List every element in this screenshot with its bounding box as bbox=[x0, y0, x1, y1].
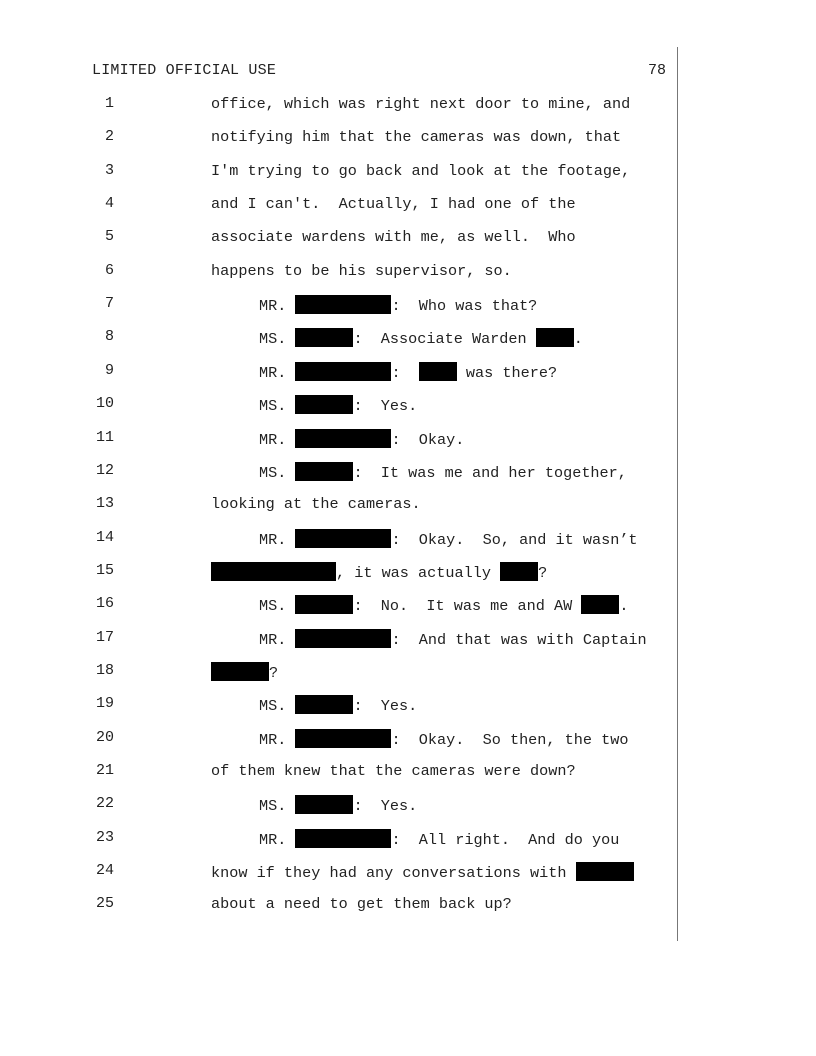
line-text-segment: and I can't. Actually, I had one of the bbox=[211, 195, 576, 214]
line-number: 10 bbox=[95, 395, 114, 413]
transcript-line bbox=[0, 255, 816, 288]
line-text-segment: : And that was with Captain bbox=[391, 630, 647, 649]
redaction-block bbox=[295, 629, 391, 648]
line-text-segment: , it was actually bbox=[336, 563, 501, 582]
line-number: 1 bbox=[104, 95, 114, 112]
transcript-line bbox=[0, 822, 816, 855]
line-number: 15 bbox=[95, 561, 114, 579]
line-number: 3 bbox=[104, 161, 114, 179]
line-text bbox=[211, 162, 630, 180]
redaction-block bbox=[211, 662, 269, 681]
transcript-line bbox=[0, 522, 816, 555]
line-number: 6 bbox=[104, 261, 114, 279]
line-number: 14 bbox=[95, 528, 114, 546]
line-text-segment: MR. bbox=[259, 430, 296, 449]
transcript-line bbox=[0, 755, 816, 788]
line-number: 12 bbox=[95, 461, 114, 479]
line-text bbox=[259, 695, 417, 715]
redaction-block bbox=[211, 562, 336, 581]
line-text bbox=[211, 662, 278, 682]
line-text bbox=[259, 595, 628, 615]
redaction-block bbox=[500, 562, 538, 581]
line-text-segment: MS. bbox=[259, 463, 296, 482]
redaction-block bbox=[295, 295, 391, 314]
transcript-line bbox=[0, 788, 816, 821]
line-text-segment: MS. bbox=[259, 797, 296, 816]
line-text-segment: : All right. And do you bbox=[391, 830, 620, 849]
transcript-line bbox=[0, 622, 816, 655]
line-text bbox=[211, 895, 512, 913]
line-text bbox=[259, 362, 557, 382]
line-number: 11 bbox=[95, 428, 114, 446]
transcript-line bbox=[0, 221, 816, 254]
redaction-block bbox=[295, 795, 353, 814]
line-number: 23 bbox=[95, 828, 114, 846]
line-text-segment: : bbox=[391, 363, 419, 382]
line-text-segment: : Who was that? bbox=[391, 297, 538, 316]
redaction-block bbox=[295, 595, 353, 614]
redaction-block bbox=[295, 429, 391, 448]
transcript-line bbox=[0, 655, 816, 688]
line-text-segment: MS. bbox=[259, 330, 296, 349]
line-number: 13 bbox=[95, 495, 114, 513]
line-text bbox=[259, 295, 537, 315]
transcript-line bbox=[0, 121, 816, 154]
redaction-block bbox=[295, 695, 353, 714]
line-number: 16 bbox=[95, 595, 114, 613]
line-text-segment: was there? bbox=[456, 363, 558, 382]
redaction-block bbox=[581, 595, 619, 614]
redaction-block bbox=[295, 729, 391, 748]
redaction-block bbox=[295, 829, 391, 848]
line-text-segment: : Yes. bbox=[353, 797, 418, 816]
line-text bbox=[259, 429, 464, 449]
line-text-segment: MR. bbox=[259, 830, 296, 849]
line-number: 17 bbox=[95, 628, 114, 646]
line-text-segment: MS. bbox=[259, 697, 296, 716]
transcript-line bbox=[0, 388, 816, 421]
line-text bbox=[211, 495, 421, 513]
line-text bbox=[259, 529, 638, 549]
line-text bbox=[211, 562, 547, 582]
transcript-line bbox=[0, 288, 816, 321]
line-text-segment: MS. bbox=[259, 397, 296, 416]
line-text-segment: know if they had any conversations with bbox=[211, 864, 576, 883]
line-text-segment: ? bbox=[269, 663, 279, 682]
line-number: 4 bbox=[104, 195, 114, 213]
page-number: 78 bbox=[648, 62, 667, 79]
redaction-block bbox=[295, 328, 353, 347]
redaction-block bbox=[295, 462, 353, 481]
line-text-segment: associate wardens with me, as well. Who bbox=[211, 228, 576, 247]
redaction-block bbox=[295, 529, 391, 548]
transcript-line bbox=[0, 188, 816, 221]
line-number: 20 bbox=[95, 728, 114, 746]
line-number: 25 bbox=[95, 895, 114, 913]
line-text bbox=[211, 195, 576, 213]
transcript-line bbox=[0, 688, 816, 721]
line-text-segment: MR. bbox=[259, 630, 296, 649]
line-text-segment: office, which was right next door to mine, and bbox=[211, 95, 631, 113]
transcript-line bbox=[0, 722, 816, 755]
line-text bbox=[259, 795, 417, 815]
transcript-line bbox=[0, 588, 816, 621]
line-text bbox=[259, 629, 647, 649]
line-number: 22 bbox=[95, 795, 114, 813]
line-text bbox=[259, 829, 619, 849]
line-text-segment: . bbox=[573, 330, 583, 349]
line-text-segment: : Yes. bbox=[353, 697, 418, 716]
line-text bbox=[211, 262, 512, 280]
line-text-segment: notifying him that the cameras was down, that bbox=[211, 128, 622, 147]
line-text bbox=[211, 228, 576, 246]
redaction-block bbox=[576, 862, 634, 881]
line-text bbox=[211, 762, 576, 780]
line-text-segment: MS. bbox=[259, 597, 296, 616]
line-text-segment: ? bbox=[538, 563, 548, 582]
line-text bbox=[211, 862, 634, 882]
transcript-line bbox=[0, 488, 816, 521]
transcript-line bbox=[0, 422, 816, 455]
redaction-block bbox=[295, 395, 353, 414]
line-text-segment: : No. It was me and AW bbox=[353, 597, 582, 616]
line-text-segment: : Yes. bbox=[353, 397, 418, 416]
line-number: 24 bbox=[95, 862, 114, 880]
redaction-block bbox=[536, 328, 574, 347]
line-number: 8 bbox=[104, 328, 114, 346]
transcript-line bbox=[0, 155, 816, 188]
transcript-line bbox=[0, 855, 816, 888]
line-number: 19 bbox=[95, 695, 114, 713]
page-header-classification: LIMITED OFFICIAL USE bbox=[92, 62, 277, 79]
line-text-segment: : It was me and her together, bbox=[353, 463, 627, 482]
transcript-line bbox=[0, 88, 816, 121]
line-number: 5 bbox=[104, 228, 114, 246]
line-text bbox=[259, 328, 583, 348]
transcript-line bbox=[0, 555, 816, 588]
redaction-block bbox=[295, 362, 391, 381]
transcript-line bbox=[0, 455, 816, 488]
line-text-segment: happens to be his supervisor, so. bbox=[211, 261, 512, 280]
line-text bbox=[259, 462, 627, 482]
line-number: 2 bbox=[104, 128, 114, 146]
line-number: 21 bbox=[95, 762, 114, 779]
line-text bbox=[211, 95, 630, 113]
redaction-block bbox=[419, 362, 457, 381]
line-text-segment: of them knew that the cameras were down? bbox=[211, 762, 576, 780]
transcript-line bbox=[0, 321, 816, 354]
transcript-line bbox=[0, 888, 816, 921]
line-number: 18 bbox=[95, 661, 114, 679]
line-text-segment: . bbox=[619, 597, 629, 616]
line-text-segment: : Okay. So then, the two bbox=[391, 730, 629, 749]
line-text bbox=[259, 729, 628, 749]
line-text-segment: : Okay. bbox=[391, 430, 465, 449]
line-text-segment: I'm trying to go back and look at the footage, bbox=[211, 161, 631, 180]
line-number: 7 bbox=[104, 295, 114, 313]
line-text-segment: MR. bbox=[259, 363, 296, 382]
line-text bbox=[259, 395, 417, 415]
line-text-segment: MR. bbox=[259, 530, 296, 549]
line-text-segment: : Associate Warden bbox=[353, 330, 536, 349]
line-text-segment: MR. bbox=[259, 297, 296, 316]
transcript-line bbox=[0, 355, 816, 388]
line-text-segment: MR. bbox=[259, 730, 296, 749]
line-text-segment: about a need to get them back up? bbox=[211, 895, 512, 914]
line-number: 9 bbox=[104, 361, 114, 379]
line-text bbox=[211, 128, 621, 146]
line-text-segment: looking at the cameras. bbox=[211, 495, 421, 514]
line-text-segment: : Okay. So, and it wasn’t bbox=[391, 530, 638, 549]
